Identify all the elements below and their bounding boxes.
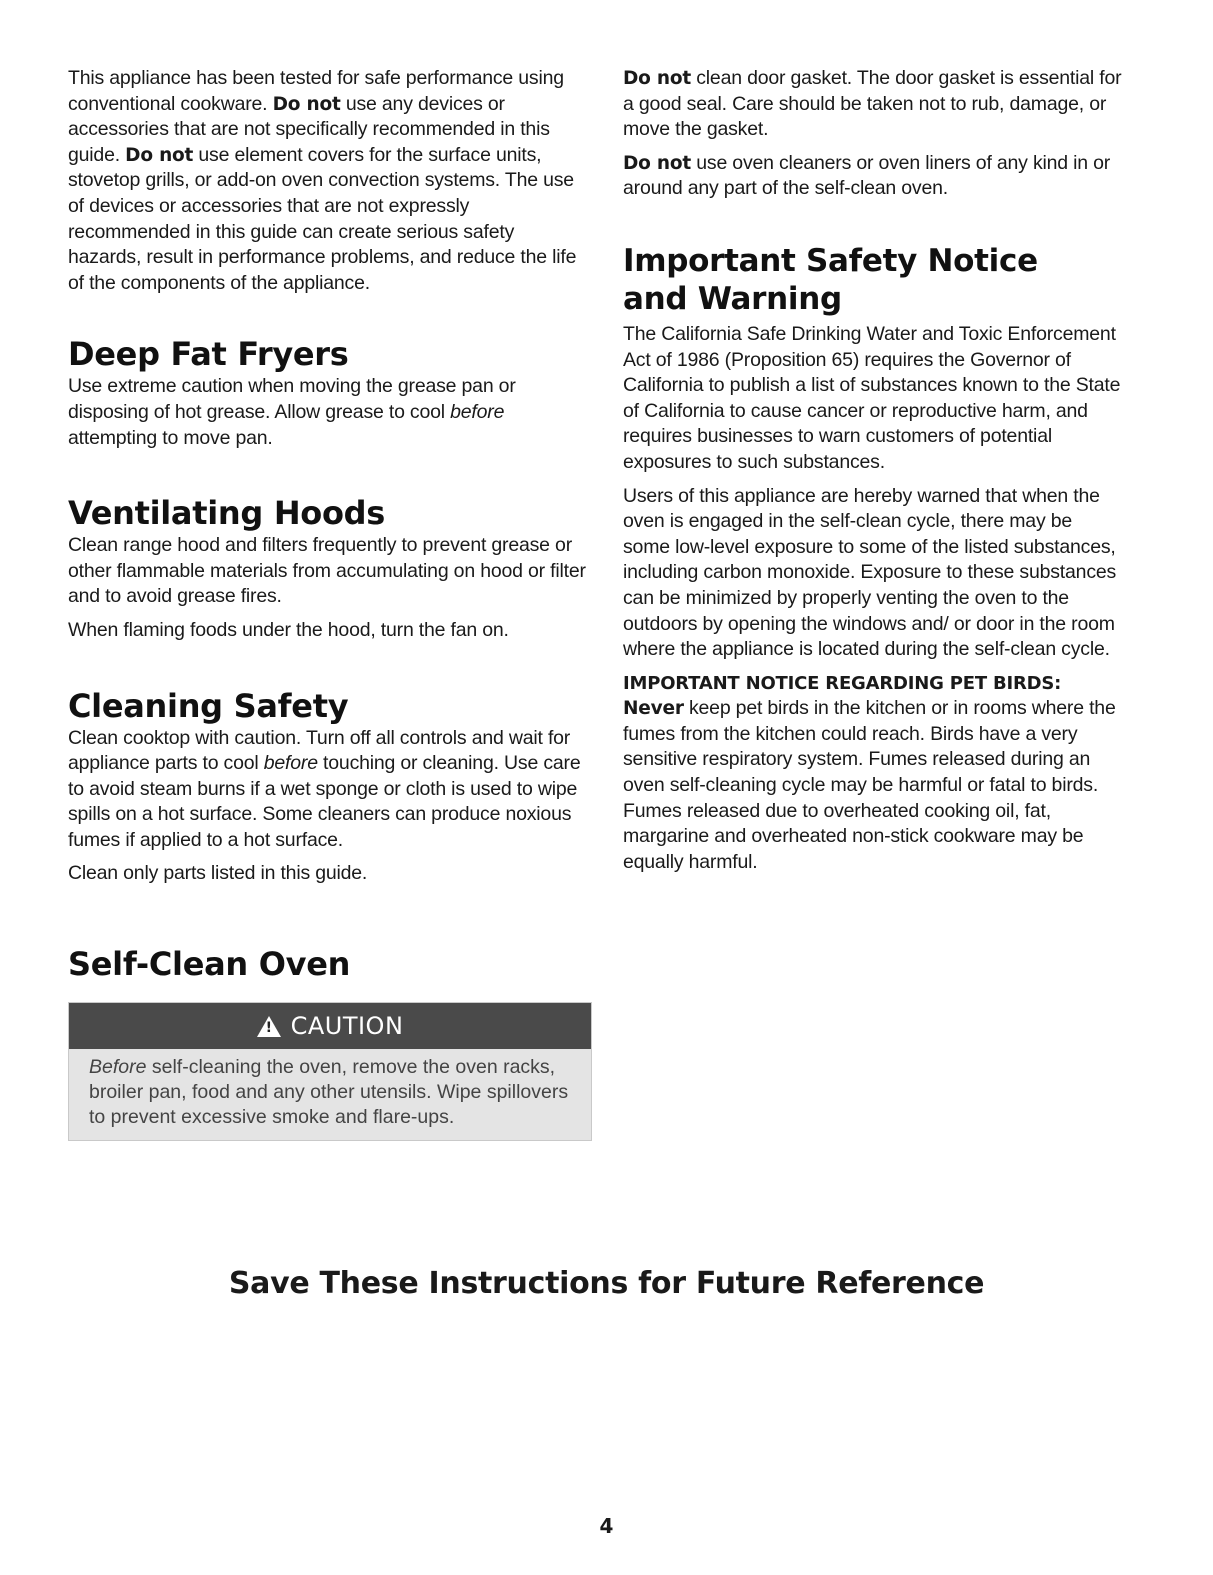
cleaning-safety-paragraph: Clean cooktop with caution. Turn off all controls and wait for appliance parts to cool before touching or cleaning. Use care to avoid steam burns if a wet sponge or cloth is used to wipe spills on a hot surface. Some cleaners can produce noxious fumes if applied to a hot surface. bbox=[68, 726, 581, 851]
important-safety-notice-heading: Important Safety Notice and Warning bbox=[623, 242, 1038, 317]
deep-fat-fryers-heading: Deep Fat Fryers bbox=[68, 335, 349, 374]
intro-paragraph: This appliance has been tested for safe performance using conventional cookware. Do not use any devices or accessories that are not specifically recommended in this guide. Do not use element covers for the surface units, stovetop grills, or add-on oven convection systems. The use of devices or accessories that are not expressly recommended in this guide can create serious safety hazards, result in performance problems, and reduce the life of the components of the appliance. bbox=[68, 67, 577, 294]
caution-box bbox=[68, 1002, 592, 1141]
self-clean-oven-heading: Self-Clean Oven bbox=[68, 945, 351, 983]
ventilating-hoods-paragraph: Clean range hood and filters frequently to prevent grease or other flammable materials from accumulating on hood or filter and to avoid grease fires. bbox=[68, 534, 586, 608]
cleaning-safety-heading: Cleaning Safety bbox=[68, 686, 349, 725]
caution-title: CAUTION bbox=[290, 1012, 404, 1040]
do-not-emphasis: Do not bbox=[272, 93, 341, 115]
do-not-emphasis: Do not bbox=[623, 152, 692, 174]
ventilating-hoods-heading: Ventilating Hoods bbox=[68, 494, 386, 533]
caution-body: Before self-cleaning the oven, remove the oven racks, broiler pan, food and any other utensils. Wipe spillovers to prevent excessive smoke and flare-ups. bbox=[69, 1049, 591, 1140]
page-number: 4 bbox=[599, 1514, 614, 1538]
caution-header bbox=[69, 1003, 591, 1049]
door-gasket-paragraph: Do not clean door gasket. The door gasket is essential for a good seal. Care should be taken not to rub, damage, or move the gasket. bbox=[623, 67, 1122, 141]
never-emphasis: Never bbox=[623, 698, 684, 720]
left-column bbox=[68, 66, 588, 895]
cleaning-safety-paragraph-2: Clean only parts listed in this guide. bbox=[68, 862, 368, 885]
deep-fat-fryers-paragraph: Use extreme caution when moving the grease pan or disposing of hot grease. Allow grease to cool before attempting to move pan. bbox=[68, 375, 516, 449]
ventilating-hoods-paragraph-2: When flaming foods under the hood, turn the fan on. bbox=[68, 618, 509, 641]
save-instructions-title: Save These Instructions for Future Reference bbox=[228, 1266, 985, 1301]
do-not-emphasis: Do not bbox=[125, 144, 194, 166]
pet-birds-heading: IMPORTANT NOTICE REGARDING PET BIRDS: bbox=[623, 672, 1062, 694]
oven-liners-paragraph: Do not use oven cleaners or oven liners of any kind in or around any part of the self-clean oven. bbox=[623, 151, 1111, 200]
proposition-65-paragraph: The California Safe Drinking Water and Toxic Enforcement Act of 1986 (Proposition 65) requires the Governor of California to publish a list of substances known to the State of California to cause cancer or reproductive harm, and requires businesses to warn customers of potential exposures to such substances. bbox=[623, 322, 1121, 473]
self-clean-section bbox=[68, 946, 592, 1141]
pet-birds-paragraph: Never keep pet birds in the kitchen or in rooms where the fumes from the kitchen could reach. Birds have a very sensitive respiratory system. Fumes released during an oven self-cleaning cycle may be harmful or fatal to birds. Fumes released due to overheated cooking oil, fat, margarine and overheated non-stick cookware may be equally harmful. bbox=[623, 697, 1116, 873]
right-column bbox=[623, 66, 1123, 883]
self-clean-exposure-paragraph: Users of this appliance are hereby warned that when the oven is engaged in the self-clean cycle, there may be some low-level exposure to some of the listed substances, including carbon monoxide. Exposure to these substances can be minimized by properly venting the oven to the outdoors by opening the windows and/ or door in the room where the appliance is located during the self-clean cycle. bbox=[623, 484, 1117, 661]
do-not-emphasis: Do not bbox=[623, 68, 692, 89]
warning-triangle-icon: ! bbox=[257, 1016, 281, 1037]
